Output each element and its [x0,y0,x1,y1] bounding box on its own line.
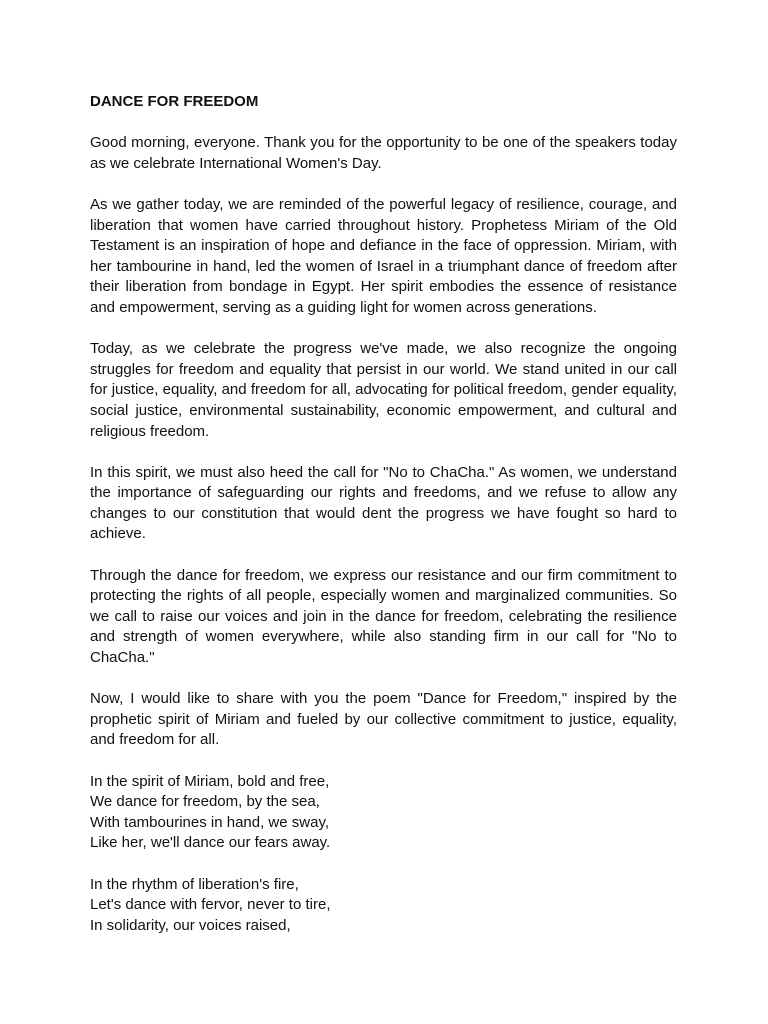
paragraph-poem-intro: Now, I would like to share with you the poem "Dance for Freedom," inspired by the prophetic spirit of Miriam and fueled by our collective commitment to justice, equality, and freedom for all. [90,690,677,749]
poem-line: Like her, we'll dance our fears away. [90,834,331,852]
poem-line: Let's dance with fervor, never to tire, [90,896,331,914]
poem-line: We dance for freedom, by the sea, [90,793,320,811]
document-title: DANCE FOR FREEDOM [90,93,259,110]
poem-line: With tambourines in hand, we sway, [90,813,329,831]
poem-line: In solidarity, our voices raised, [90,916,291,934]
poem-stanza-1 [90,772,677,854]
paragraph-ongoing-struggles: Today, as we celebrate the progress we've made, we also recognize the ongoing struggles for freedom and equality that persist in our world. We stand united in our call for justice, equality, and freedom for all, advocating for political freedom, gender equality, social justice, environmental sustainability, economic empowerment, and cultural and religious freedom. [90,340,677,440]
poem-line: In the spirit of Miriam, bold and free, [90,772,330,790]
paragraph-no-to-chacha: In this spirit, we must also heed the call for "No to ChaCha." As women, we understand the importance of safeguarding our rights and freedoms, and we refuse to allow any changes to our constitution that would dent the progress we have fought so hard to achieve. [90,463,677,543]
paragraph-dance-for-freedom: Through the dance for freedom, we express our resistance and our firm commitment to protecting the rights of all people, especially women and marginalized communities. So we call to raise our voices and join in the dance for freedom, celebrating the resilience and strength of women everywhere, while also standing firm in our call for "No to ChaCha." [90,566,677,667]
poem-line: In the rhythm of liberation's fire, [90,875,299,893]
document-page [90,92,677,957]
paragraph-miriam-legacy: As we gather today, we are reminded of the powerful legacy of resilience, courage, and liberation that women have carried throughout history. Prophetess Miriam of the Old Testament is an inspiration of hope and defiance in the face of oppression. Miriam, with her tambourine in hand, led the women of Israel in a triumphant dance of freedom after their liberation from bondage in Egypt. Her spirit embodies the essence of resistance and empowerment, serving as a guiding light for women across generations. [90,195,677,316]
poem-stanza-2 [90,875,677,937]
paragraph-greeting: Good morning, everyone. Thank you for the opportunity to be one of the speakers today as we celebrate International Women's Day. [90,134,677,172]
